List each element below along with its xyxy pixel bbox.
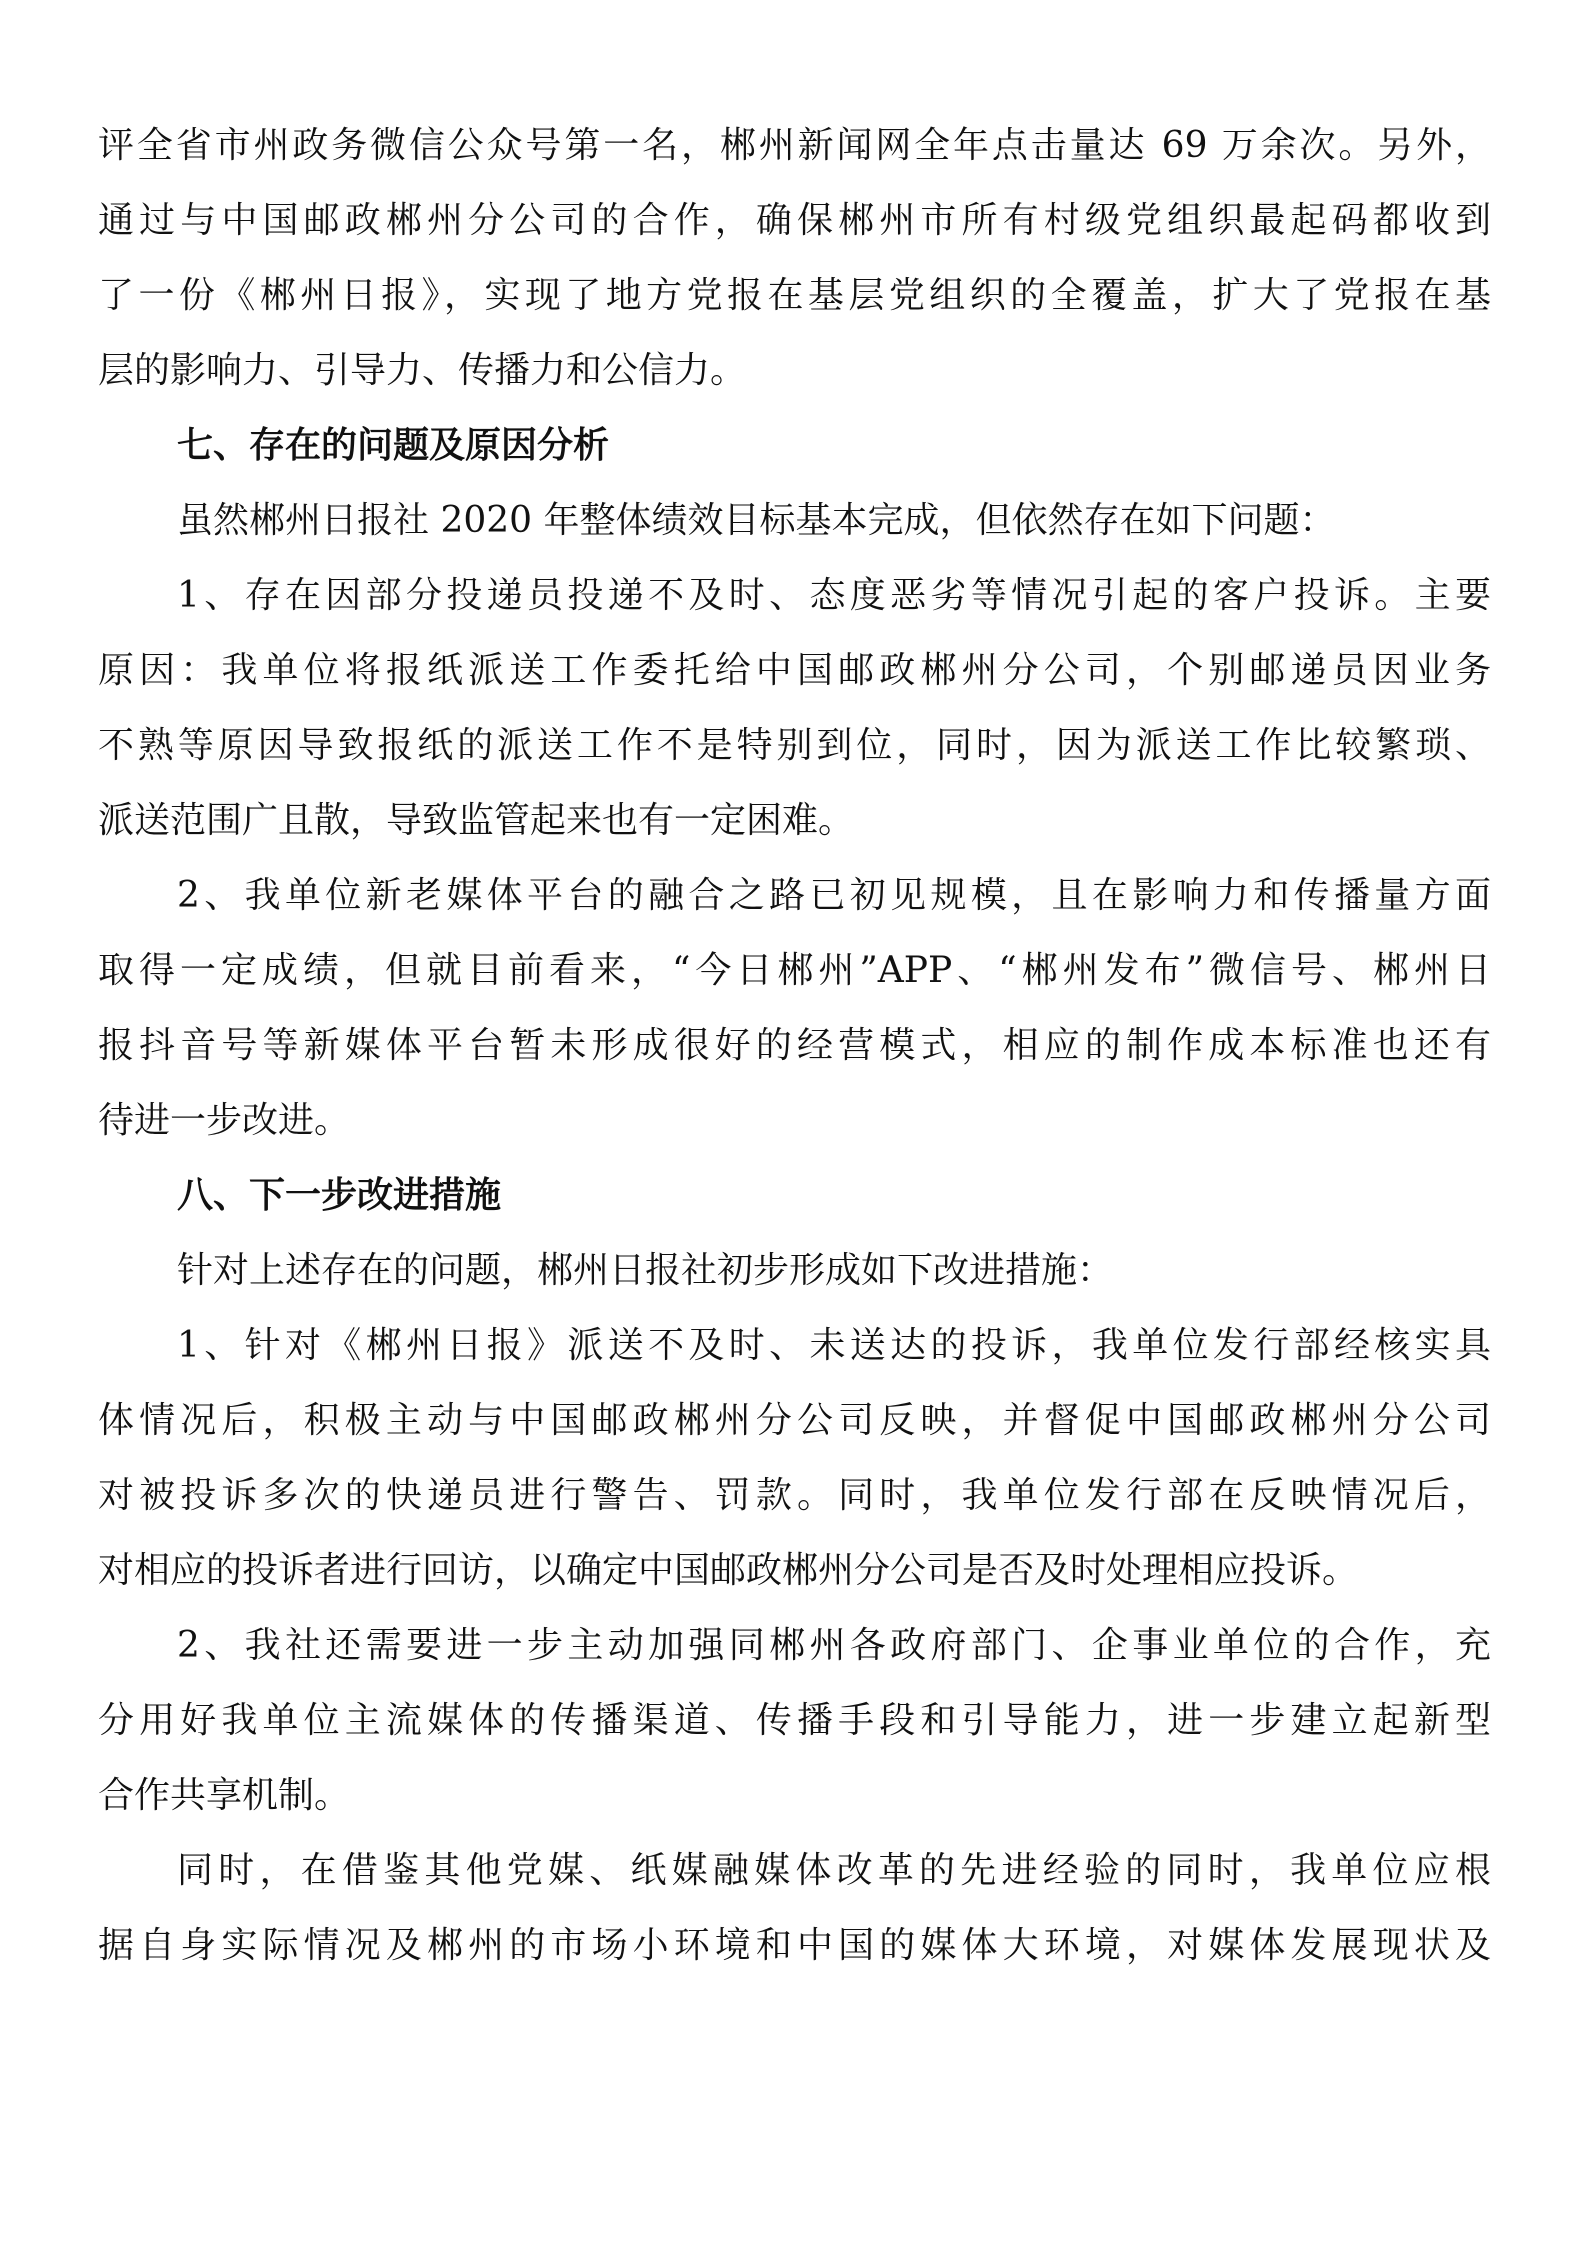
paragraph-line: 派送范围广且散，导致监管起来也有一定困难。 bbox=[98, 800, 855, 841]
paragraph-line: 取得一定成绩，但就目前看来，“今日郴州”APP、“郴州发布”微信号、郴州日 bbox=[98, 950, 1491, 991]
paragraph-line: 通过与中国邮政郴州分公司的合作，确保郴州市所有村级党组织最起码都收到 bbox=[98, 200, 1491, 241]
document-body bbox=[98, 108, 1491, 1983]
paragraph-line: 针对上述存在的问题，郴州日报社初步形成如下改进措施： bbox=[177, 1250, 1114, 1291]
paragraph-line: 待进一步改进。 bbox=[98, 1100, 351, 1141]
paragraph-line: 同时，在借鉴其他党媒、纸媒融媒体改革的先进经验的同时，我单位应根 bbox=[177, 1850, 1491, 1891]
paragraph-line: 对被投诉多次的快递员进行警告、罚款。同时，我单位发行部在反映情况后， bbox=[98, 1475, 1491, 1516]
paragraph-line: 2、我社还需要进一步主动加强同郴州各政府部门、企事业单位的合作，充 bbox=[177, 1625, 1491, 1666]
paragraph-line: 1、针对《郴州日报》派送不及时、未送达的投诉，我单位发行部经核实具 bbox=[177, 1325, 1491, 1366]
paragraph-line: 体情况后，积极主动与中国邮政郴州分公司反映，并督促中国邮政郴州分公司 bbox=[98, 1400, 1491, 1441]
section-heading-line: 七、存在的问题及原因分析 bbox=[177, 424, 610, 466]
paragraph-line: 分用好我单位主流媒体的传播渠道、传播手段和引导能力，进一步建立起新型 bbox=[98, 1700, 1491, 1741]
paragraph-line: 不熟等原因导致报纸的派送工作不是特别到位，同时，因为派送工作比较繁琐、 bbox=[98, 725, 1491, 766]
paragraph-line: 对相应的投诉者进行回访，以确定中国邮政郴州分公司是否及时处理相应投诉。 bbox=[98, 1550, 1359, 1591]
paragraph-line: 评全省市州政务微信公众号第一名，郴州新闻网全年点击量达 69 万余次。另外， bbox=[98, 125, 1491, 166]
paragraph-line: 层的影响力、引导力、传播力和公信力。 bbox=[98, 350, 747, 391]
section-heading-line: 八、下一步改进措施 bbox=[177, 1174, 502, 1216]
paragraph-line: 1、存在因部分投递员投递不及时、态度恶劣等情况引起的客户投诉。主要 bbox=[177, 575, 1491, 616]
paragraph-line: 报抖音号等新媒体平台暂未形成很好的经营模式，相应的制作成本标准也还有 bbox=[98, 1025, 1491, 1066]
paragraph-line: 据自身实际情况及郴州的市场小环境和中国的媒体大环境，对媒体发展现状及 bbox=[98, 1925, 1491, 1966]
paragraph-line: 合作共享机制。 bbox=[98, 1775, 351, 1816]
paragraph-line: 了一份《郴州日报》，实现了地方党报在基层党组织的全覆盖，扩大了党报在基 bbox=[98, 275, 1491, 316]
paragraph-line: 2、我单位新老媒体平台的融合之路已初见规模，且在影响力和传播量方面 bbox=[177, 875, 1491, 916]
paragraph-line: 原因：我单位将报纸派送工作委托给中国邮政郴州分公司，个别邮递员因业务 bbox=[98, 650, 1491, 691]
paragraph-line: 虽然郴州日报社 2020 年整体绩效目标基本完成，但依然存在如下问题： bbox=[177, 500, 1336, 541]
